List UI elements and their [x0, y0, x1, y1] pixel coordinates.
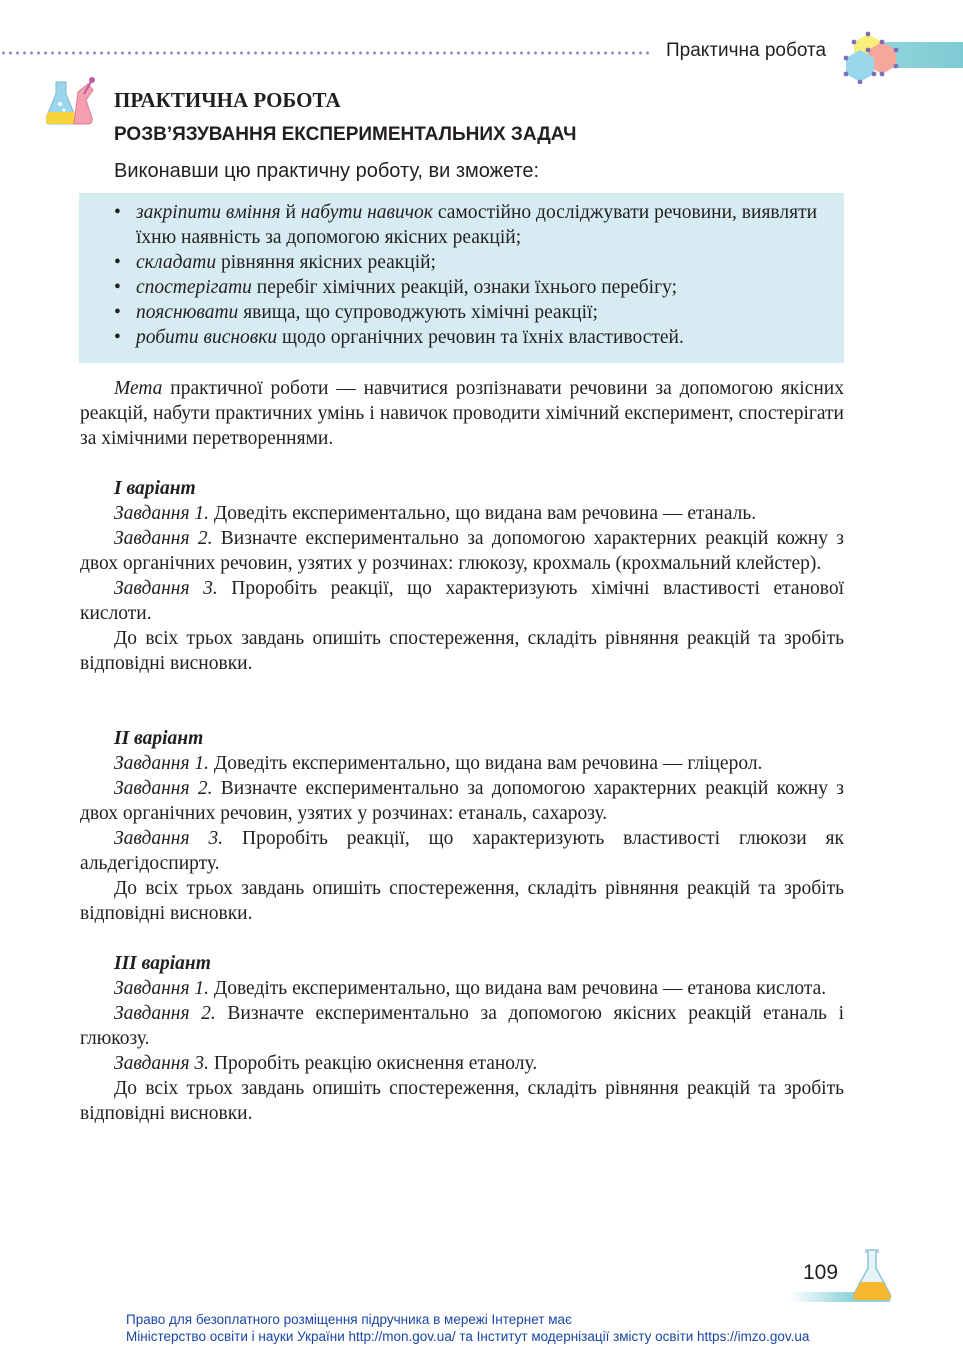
task-2: Завдання 2. Визначте експериментально за допомогою характерних реакцій кожну з двох органічних речовин, узятих у розчинах: етаналь, сахарозу.	[80, 778, 845, 824]
variant-heading: I варіант	[114, 478, 196, 499]
page-subtitle: РОЗВ’ЯЗУВАННЯ ЕКСПЕРИМЕНТАЛЬНИХ ЗАДАЧ	[114, 124, 577, 145]
variant-3	[80, 951, 844, 1126]
variant-heading: III варіант	[114, 953, 211, 974]
purpose-paragraph: Мета практичної роботи — навчитися розпізнавати речовини за допомогою якісних реакцій, набути практичних умінь і навичок проводити хімічний експеримент, спостерігати за хімічними перетвореннями.	[80, 378, 844, 449]
goal-item: • складати рівняння якісних реакцій;	[112, 250, 836, 275]
goal-item: • пояснювати явища, що супроводжують хімічні реакції;	[112, 300, 836, 325]
page-title: ПРАКТИЧНА РОБОТА	[114, 88, 341, 112]
footer-line: Міністерство освіти і науки України http://mon.gov.ua/ та Інститут модернізації змісту освіти https://imzo.gov.ua	[126, 1329, 810, 1344]
molecule-icon	[842, 28, 900, 84]
closing-text: До всіх трьох завдань опишіть спостереження, складіть рівняння реакцій та зробіть відповідні висновки.	[80, 628, 844, 674]
task-2: Завдання 2. Визначте експериментально за допомогою якісних реакцій етаналь і глюкозу.	[80, 1003, 844, 1049]
goal-item: • закріпити вміння й набути навичок самостійно досліджувати речовини, виявляти їхню наявність за допомогою якісних реакцій;	[112, 200, 836, 250]
closing-text: До всіх трьох завдань опишіть спостереження, складіть рівняння реакцій та зробіть відповідні висновки.	[80, 878, 844, 924]
variant-1	[80, 476, 844, 676]
task-1: Завдання 1. Доведіть експериментально, що видана вам речовина — етаналь.	[114, 503, 757, 524]
goal-item: • спостерігати перебіг хімічних реакцій, ознаки їхнього перебігу;	[112, 275, 836, 300]
flask-icon	[46, 74, 104, 128]
page-number: 109	[803, 1261, 839, 1284]
header-dotted-line	[0, 51, 652, 55]
footer-line: Право для безоплатного розміщення підручника в мережі Інтернет має	[126, 1312, 572, 1327]
task-1: Завдання 1. Доведіть експериментально, що видана вам речовина — етанова кислота.	[114, 978, 827, 999]
intro-text: Виконавши цю практичну роботу, ви зможете:	[114, 160, 540, 182]
variant-heading: II варіант	[114, 728, 204, 749]
task-1: Завдання 1. Доведіть експериментально, що видана вам речовина — гліцерол.	[114, 753, 763, 774]
header-section-title: Практична робота	[666, 40, 827, 61]
task-3: Завдання 3. Проробіть реакцію окиснення етанолу.	[114, 1053, 538, 1074]
task-3: Завдання 3. Проробіть реакції, що характеризують хімічні властивості етанової кислоти.	[80, 578, 844, 624]
goals-list	[112, 200, 836, 350]
footer-flask-icon	[850, 1248, 894, 1302]
variant-2	[80, 726, 844, 926]
task-2: Завдання 2. Визначте експериментально за допомогою характерних реакцій кожну з двох органічних речовин, узятих у розчинах: глюкозу, крохмаль (крохмальний клейстер).	[80, 528, 845, 574]
goal-item: • робити висновки щодо органічних речовин та їхніх властивостей.	[112, 325, 836, 350]
task-3: Завдання 3. Проробіть реакції, що характеризують властивості глюкози як альдегідоспирту.	[80, 828, 844, 874]
closing-text: До всіх трьох завдань опишіть спостереження, складіть рівняння реакцій та зробіть відповідні висновки.	[80, 1078, 844, 1124]
footer-copyright	[126, 1311, 809, 1345]
